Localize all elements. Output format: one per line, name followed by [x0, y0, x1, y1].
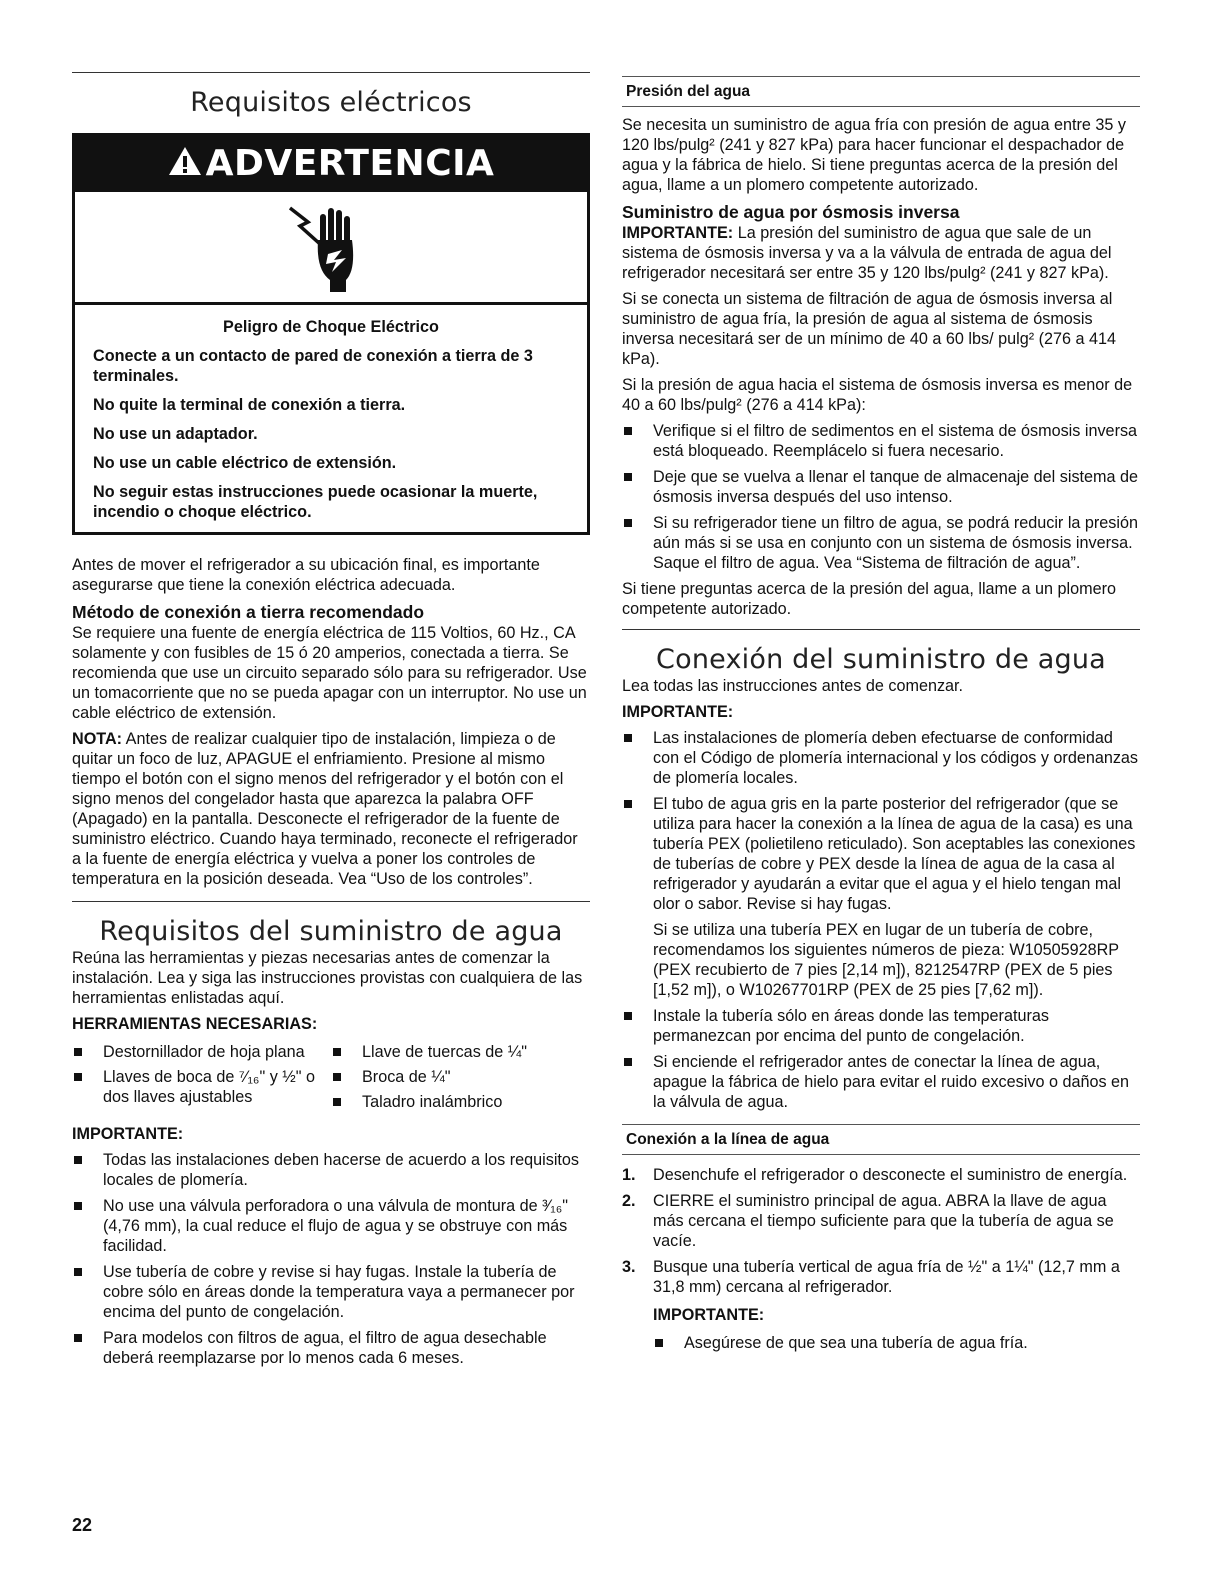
conn-list	[622, 728, 1140, 1112]
ro-para3: Si la presión de agua hacia el sistema de ósmosis inversa es menor de 40 a 60 lbs/pulg² (276 a 414 kPa):	[622, 376, 1133, 414]
square-bullet-icon	[74, 1073, 82, 1081]
warning-line: No quite la terminal de conexión a tierra.	[93, 396, 406, 414]
section-title-water-req: Requisitos del suministro de agua	[99, 916, 563, 947]
list-item: Todas las instalaciones deben hacerse de acuerdo a los requisitos locales de plomería.	[72, 1150, 590, 1190]
ro-para2: Si se conecta un sistema de filtración de agua de ósmosis inversa al suministro de agua fría, la presión de agua al sistema de ósmosis inversa necesitará ser de un mínimo de 40 a 60 lbs/ pulg² (276 a 414 kPa).	[622, 290, 1117, 368]
square-bullet-icon	[74, 1156, 82, 1164]
list-item: El tubo de agua gris en la parte posterior del refrigerador (que se utiliza para hacer la conexión a la línea de agua de la casa) es una tubería PEX (polietileno reticulado). Son aceptables las conexiones de tuberías de cobre y PEX desde la línea de agua de la casa al refrigerador y ayudarán a evitar que el agua y el hielo tengan mal olor o sabor. Revise si hay fugas. Si se utiliza una tubería PEX en lugar de un tubería de cobre, recomendamos los siguientes números de pieza: W10505928RP (PEX recubierto de 7 pies [2,14 m]), 8212547RP (PEX de 5 pies [1,52 m]), o W10267701RP (PEX de 25 pies [7,62 m]).	[622, 794, 1140, 1000]
list-item: Destornillador de hoja plana	[72, 1042, 331, 1062]
pex-note: Si se utiliza una tubería PEX en lugar de un tubería de cobre, recomendamos los siguientes números de pieza: W10505928RP (PEX recubierto de 7 pies [2,14 m]), 8212547RP (PEX de 5 pies [1,52 m]), o W10267701RP (PEX de 25 pies [7,62 m]).	[653, 921, 1119, 999]
square-bullet-icon	[333, 1098, 341, 1106]
section-divider	[72, 901, 590, 902]
square-bullet-icon	[74, 1268, 82, 1276]
section-divider	[72, 72, 590, 73]
list-item: No use una válvula perforadora o una válvula de montura de ³⁄₁₆" (4,76 mm), la cual reduce el flujo de agua y se obstruye con más facilidad.	[72, 1196, 590, 1256]
list-item: Las instalaciones de plomería deben efectuarse de conformidad con el Código de plomería internacional y los códigos y ordenanzas de plomería locales.	[622, 728, 1140, 788]
ro-closing: Si tiene preguntas acerca de la presión del agua, llame a un plomero competente autorizado.	[622, 580, 1117, 618]
right-column	[622, 0, 1140, 1353]
water-intro: Reúna las herramientas y piezas necesarias antes de comenzar la instalación. Lea y siga las instrucciones provistas con cualquiera de las herramientas enlistadas aquí.	[72, 949, 583, 1007]
pressure-heading: Presión del agua	[626, 83, 751, 100]
warning-line: Conecte a un contacto de pared de conexión a tierra de 3 terminales.	[93, 347, 533, 385]
tools-list	[72, 1042, 590, 1112]
step-item: 1. Desenchufe el refrigerador o desconecte el suministro de energía.	[622, 1166, 1128, 1184]
square-bullet-icon	[74, 1334, 82, 1342]
electric-shock-hand-icon	[280, 200, 370, 296]
warning-line: No use un cable eléctrico de extensión.	[93, 454, 397, 472]
grounding-text: Se requiere una fuente de energía eléctrica de 115 Voltios, 60 Hz., CA solamente y con fusibles de 15 ó 20 amperios, conectada a tierra. Se recomienda que use un circuito separado sólo para su refrigerador. Use un tomacorriente que no se pueda apagar con un interruptor. No use un cable eléctrico de extensión.	[72, 624, 587, 722]
ro-list	[622, 421, 1140, 573]
square-bullet-icon	[624, 473, 632, 481]
line-heading: Conexión a la línea de agua	[626, 1131, 830, 1148]
warning-line: No use un adaptador.	[93, 425, 258, 443]
left-column	[72, 0, 590, 1368]
square-bullet-icon	[74, 1048, 82, 1056]
list-item: Asegúrese de que sea una tubería de agua fría.	[653, 1333, 1140, 1353]
subsection-rule	[622, 106, 1140, 107]
electrical-intro: Antes de mover el refrigerador a su ubicación final, es importante asegurarse que tiene la conexión eléctrica adecuada.	[72, 556, 540, 594]
ro-important: IMPORTANTE: La presión del suministro de agua que sale de un sistema de ósmosis inversa y va a la válvula de entrada de agua del refrigerador necesitará ser entre 35 y 120 lbs/pulg² (241 y 827 kPa).	[622, 224, 1112, 282]
note-label: NOTA:	[72, 730, 123, 748]
pressure-text: Se necesita un suministro de agua fría con presión de agua entre 35 y 120 lbs/pulg² (241 y 827 kPa) para hacer funcionar el despachador de agua y la fábrica de hielo. Si tiene preguntas acerca de la presión del agua, llame a un plomero competente autorizado.	[622, 116, 1126, 194]
section-title-connection: Conexión del suministro de agua	[656, 644, 1106, 675]
conn-important-label: IMPORTANTE:	[622, 703, 734, 721]
ro-important-label: IMPORTANTE:	[622, 224, 734, 242]
warning-text	[75, 305, 587, 532]
warning-line: No seguir estas instrucciones puede ocasionar la muerte, incendio o choque eléctrico.	[93, 483, 538, 521]
tools-heading: HERRAMIENTAS NECESARIAS:	[72, 1015, 318, 1033]
list-item: Broca de ¼"	[331, 1067, 590, 1087]
grounding-heading: Método de conexión a tierra recomendado	[72, 602, 425, 622]
square-bullet-icon	[624, 519, 632, 527]
square-bullet-icon	[624, 427, 632, 435]
ro-heading: Suministro de agua por ósmosis inversa	[622, 202, 960, 222]
tools-col-1	[72, 1042, 331, 1112]
warning-triangle-icon	[168, 137, 202, 193]
list-item: Para modelos con filtros de agua, el filtro de agua desechable deberá reemplazarse por lo menos cada 6 meses.	[72, 1328, 590, 1368]
list-item: Use tubería de cobre y revise si hay fugas. Instale la tubería de cobre sólo en áreas donde la temperatura vaya a permanecer por encima del punto de congelación.	[72, 1262, 590, 1322]
list-item: Si su refrigerador tiene un filtro de agua, se podrá reducir la presión aún más si se usa en conjunto con un sistema de ósmosis inversa. Saque el filtro de agua. Vea “Sistema de filtración de agua”.	[622, 513, 1140, 573]
tools-col-2	[331, 1042, 590, 1112]
conn-intro: Lea todas las instrucciones antes de comenzar.	[622, 677, 964, 695]
warning-header	[75, 136, 587, 192]
warning-box	[72, 133, 590, 535]
square-bullet-icon	[655, 1339, 663, 1347]
square-bullet-icon	[333, 1048, 341, 1056]
important-label: IMPORTANTE:	[72, 1125, 184, 1143]
page-number: 22	[72, 1515, 93, 1535]
square-bullet-icon	[74, 1202, 82, 1210]
list-item: Instale la tubería sólo en áreas donde las temperaturas permanezcan por encima del punto de congelación.	[622, 1006, 1140, 1046]
step3-important-label: IMPORTANTE:	[653, 1306, 765, 1324]
list-item: Deje que se vuelva a llenar el tanque de almacenaje del sistema de ósmosis inversa después del uso intenso.	[622, 467, 1140, 507]
warning-header-text: ADVERTENCIA	[205, 143, 495, 184]
section-title-electrical: Requisitos eléctricos	[190, 87, 472, 118]
square-bullet-icon	[333, 1073, 341, 1081]
subsection-rule	[622, 1154, 1140, 1155]
list-item: Taladro inalámbrico	[331, 1092, 590, 1112]
note-paragraph	[72, 729, 590, 889]
step-item: 2. CIERRE el suministro principal de agua. ABRA la llave de agua más cercana el tiempo suficiente para que la tubería de agua se vacíe.	[622, 1192, 1114, 1250]
square-bullet-icon	[624, 1012, 632, 1020]
list-item: Verifique si el filtro de sedimentos en el sistema de ósmosis inversa está bloqueado. Reemplácelo si fuera necesario.	[622, 421, 1140, 461]
important-list	[72, 1150, 590, 1368]
section-divider	[622, 629, 1140, 630]
list-item: Si enciende el refrigerador antes de conectar la línea de agua, apague la fábrica de hielo para evitar el ruido excesivo o daños en la válvula de agua.	[622, 1052, 1140, 1112]
list-item: Llave de tuercas de ¼"	[331, 1042, 590, 1062]
note-text: Antes de realizar cualquier tipo de instalación, limpieza o de quitar un foco de luz, APAGUE el enfriamiento. Presione al mismo tiempo el botón con el signo menos del refrigerador y el botón con el signo menos del congelador hasta que aparezca la palabra OFF (Apagado) en la pantalla. Desconecte el refrigerador de la fuente de suministro eléctrico. Cuando haya terminado, reconecte el refrigerador a la fuente de energía eléctrica y vuelva a poner los controles de temperatura en la posición deseada. Vea “Uso de los controles”.	[72, 730, 578, 888]
hazard-title: Peligro de Choque Eléctrico	[223, 318, 439, 336]
square-bullet-icon	[624, 800, 632, 808]
warning-icon-area	[75, 192, 587, 305]
steps-list	[622, 1165, 1140, 1353]
square-bullet-icon	[624, 734, 632, 742]
square-bullet-icon	[624, 1058, 632, 1066]
list-item: Llaves de boca de ⁷⁄₁₆" y ½" o dos llaves ajustables	[72, 1067, 331, 1107]
step3-list	[653, 1333, 1140, 1353]
step-item: 3. Busque una tubería vertical de agua fría de ½" a 1¼" (12,7 mm a 31,8 mm) cercana al refrigerador. IMPORTANTE: Asegúrese de que sea una tubería de agua fría.	[622, 1257, 1140, 1353]
